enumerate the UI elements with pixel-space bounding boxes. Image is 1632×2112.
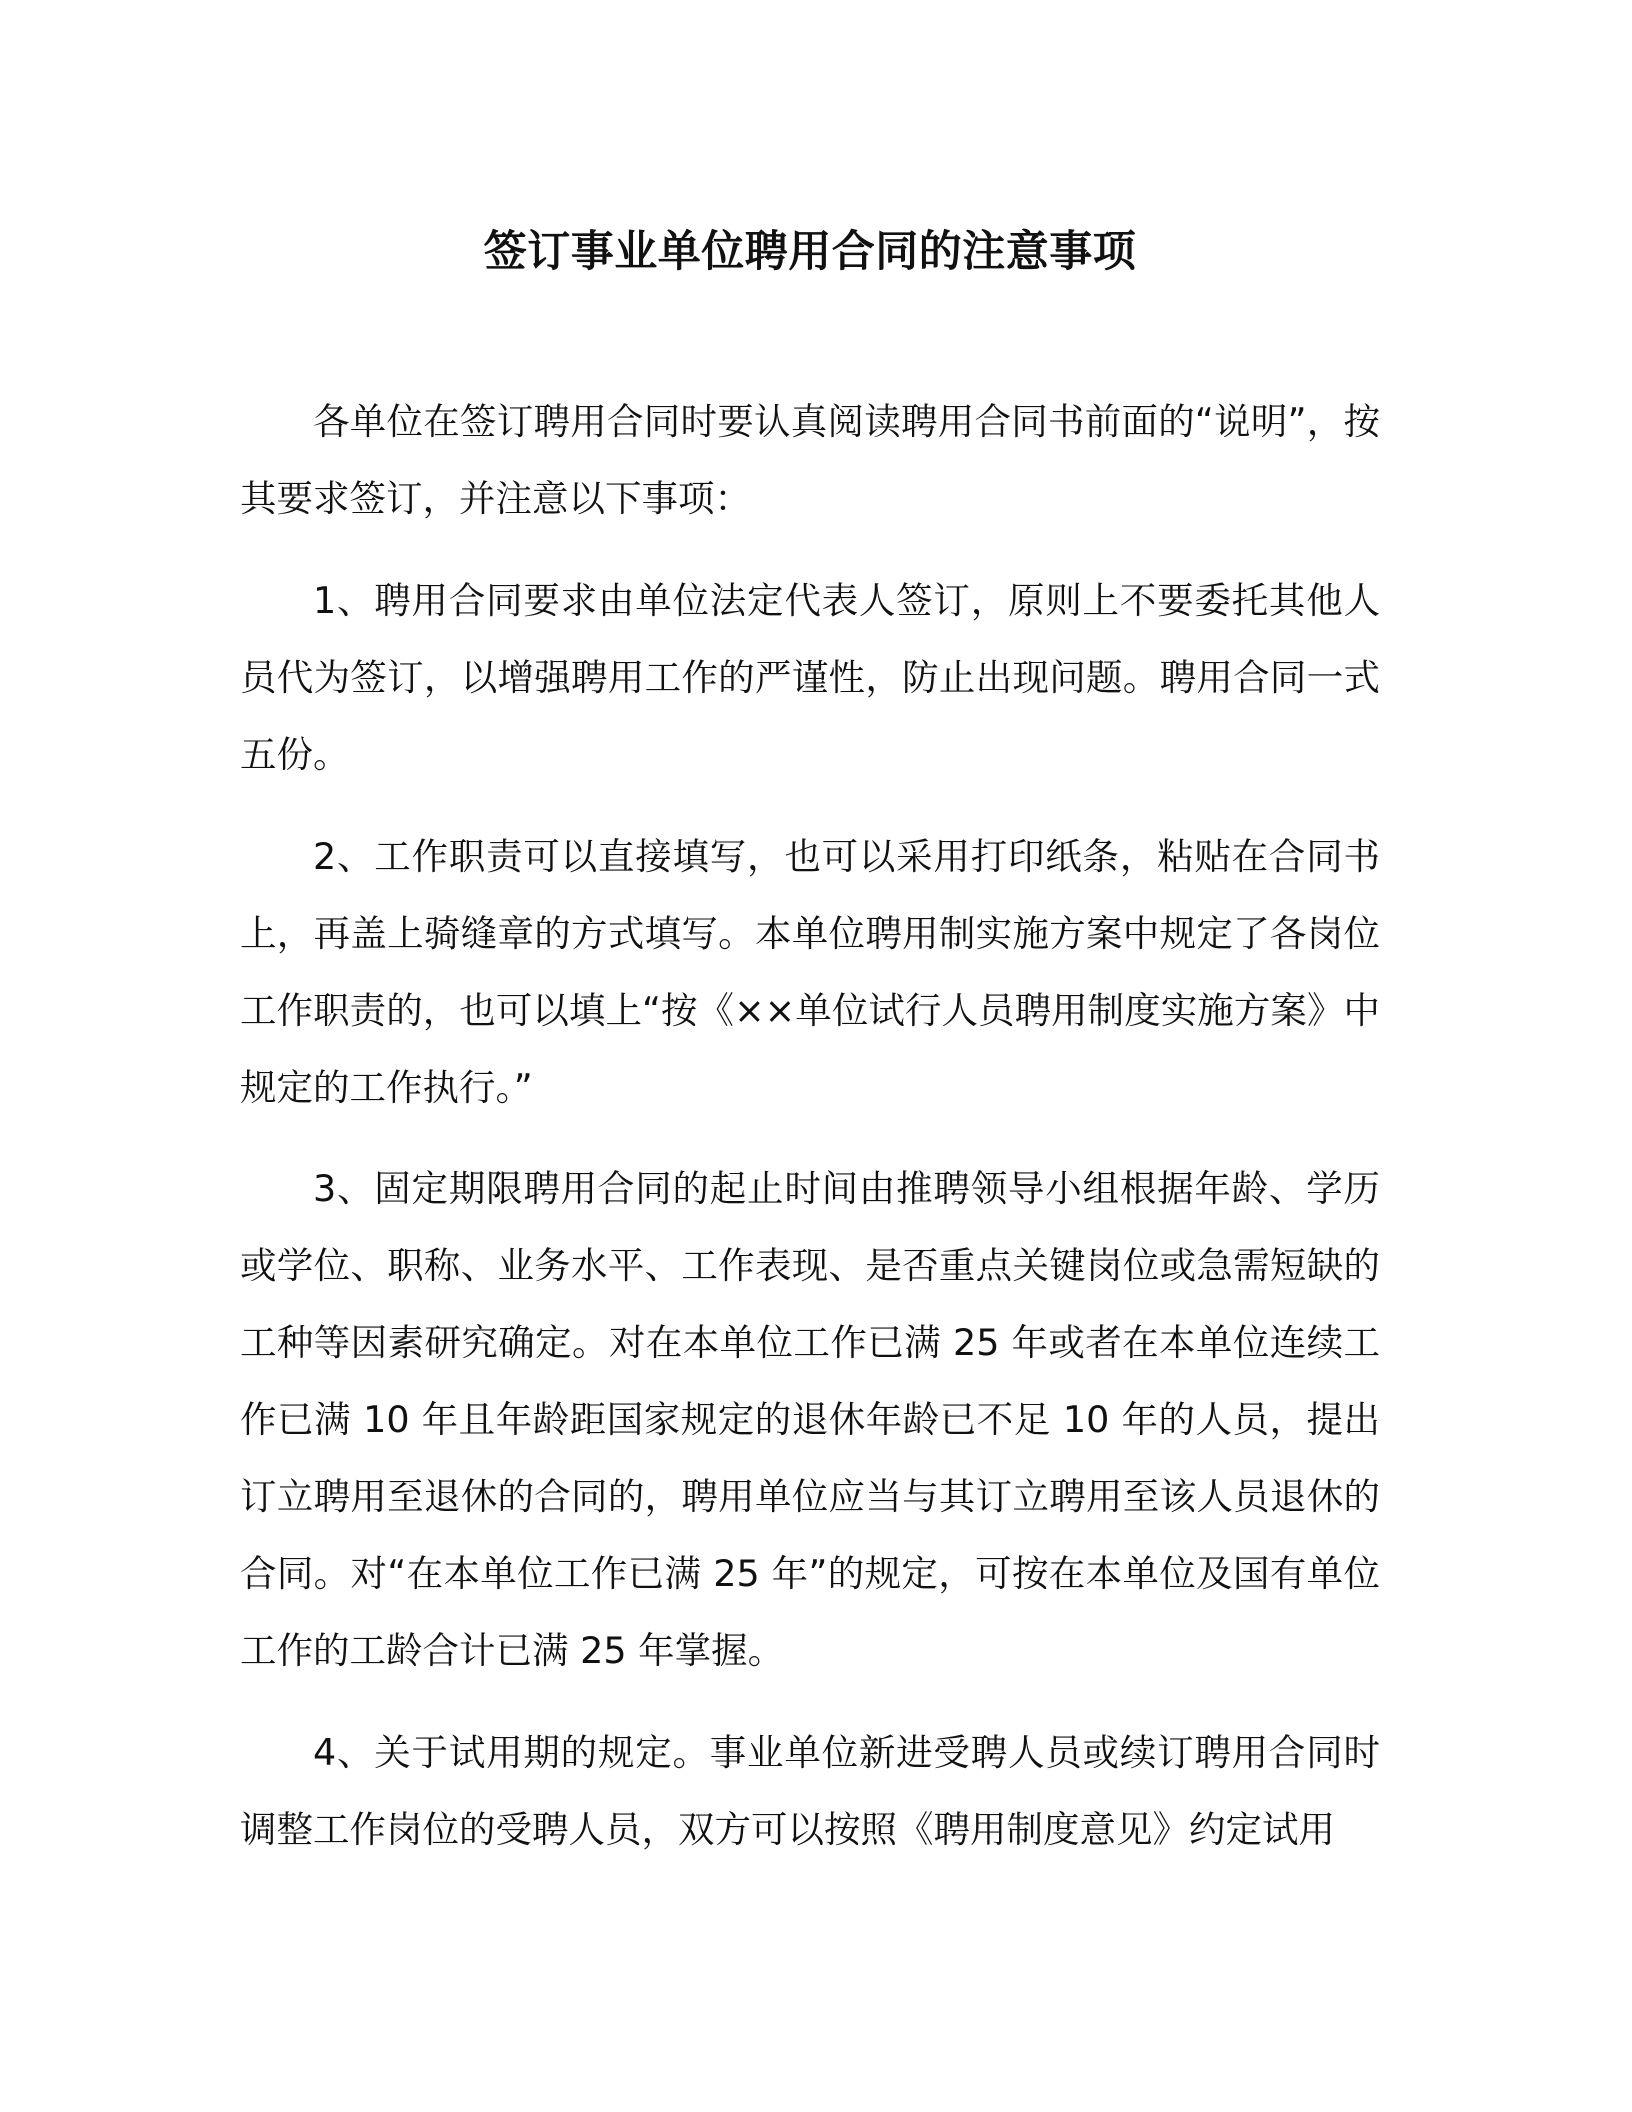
paragraph-item-1: 1、聘用合同要求由单位法定代表人签订，原则上不要委托其他人员代为签订，以增强聘用工作的严谨性，防止出现问题。聘用合同一式五份。 [240, 579, 1380, 776]
paragraph-item-4: 4、关于试用期的规定。事业单位新进受聘人员或续订聘用合同时调整工作岗位的受聘人员，双方可以按照《聘用制度意见》约定试用 [240, 1731, 1380, 1851]
document-title: 签订事业单位聘用合同的注意事项 [483, 227, 1137, 277]
document-page [240, 0, 1380, 2112]
paragraph-item-3: 3、固定期限聘用合同的起止时间由推聘领导小组根据年龄、学历或学位、职称、业务水平、工作表现、是否重点关键岗位或急需短缺的工种等因素研究确定。对在本单位工作已满 25 年或者在本单位连续工作已满 10 年且年龄距国家规定的退休年龄已不足 10 年的人员，提出订立聘用至退休的合同的，聘用单位应当与其订立聘用至该人员退休的合同。对“在本单位工作已满 25 年”的规定，可按在本单位及国有单位工作的工龄合计已满 25 年掌握。 [240, 1167, 1380, 1672]
intro-paragraph: 各单位在签订聘用合同时要认真阅读聘用合同书前面的“说明”，按其要求签订，并注意以下事项： [240, 400, 1380, 520]
paragraph-item-2: 2、工作职责可以直接填写，也可以采用打印纸条，粘贴在合同书上，再盖上骑缝章的方式填写。本单位聘用制实施方案中规定了各岗位工作职责的，也可以填上“按《××单位试行人员聘用制度实施方案》中规定的工作执行。” [240, 835, 1380, 1109]
